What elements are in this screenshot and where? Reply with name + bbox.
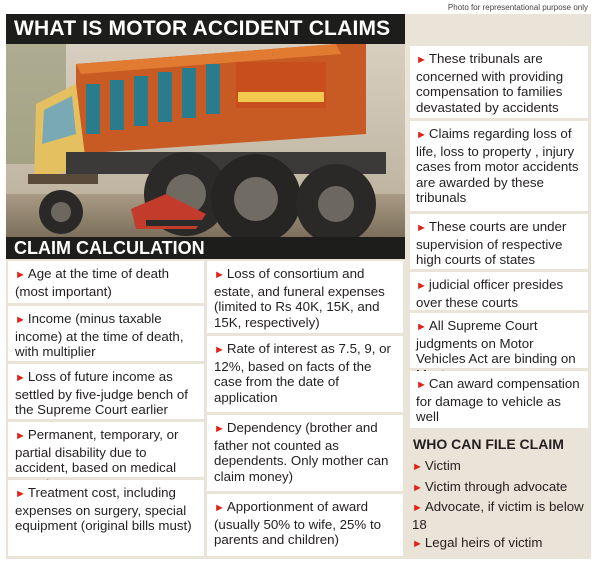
bullet-arrow-icon: ► bbox=[214, 344, 225, 356]
tribunal-fact-text: Can award compensation for damage to vehicle as well bbox=[416, 376, 580, 424]
list-item-text: Legal heirs of victim bbox=[424, 535, 543, 550]
claim-factor-text: Loss of consortium and estate, and funeral expenses (limited to Rs 40K, 15K, and 15K, respectively) bbox=[214, 266, 385, 330]
bullet-arrow-icon: ► bbox=[214, 269, 225, 281]
claim-factor-text: Permanent, temporary, or partial disability due to accident, based on medical bbox=[15, 427, 179, 475]
claim-factor-text: Apportionment of award (usually 50% to wife, 25% to parents and children) bbox=[214, 499, 382, 547]
bullet-arrow-icon: ► bbox=[15, 488, 26, 500]
claim-factor-text: Treatment cost, including expenses on surgery, special equipment (original bills must) bbox=[15, 485, 192, 533]
claim-calculation-heading: CLAIM CALCULATION bbox=[6, 237, 405, 259]
list-item bbox=[412, 499, 588, 532]
tribunal-fact-text: Claims regarding loss of life, loss to property , injury cases from motor accidents are awarded by these tribunals bbox=[416, 126, 579, 205]
tribunal-fact-text: These tribunals are concerned with providing compensation to families devastated by accidents bbox=[416, 51, 564, 115]
bullet-arrow-icon: ► bbox=[214, 502, 225, 514]
bullet-arrow-icon: ► bbox=[416, 129, 427, 141]
bullet-arrow-icon: ► bbox=[416, 222, 427, 234]
claim-factor-text: Rate of interest as 7.5, 9, or 12%, based on facts of the case from the date of application bbox=[214, 341, 391, 405]
tribunal-fact bbox=[410, 46, 588, 118]
bullet-arrow-icon: ► bbox=[416, 321, 427, 333]
claim-factor-interest bbox=[207, 336, 403, 412]
bullet-arrow-icon: ► bbox=[15, 372, 26, 384]
page-title: WHAT IS MOTOR ACCIDENT CLAIMS bbox=[6, 14, 405, 44]
bullet-arrow-icon: ► bbox=[416, 379, 427, 391]
bullet-arrow-icon: ► bbox=[412, 502, 423, 514]
list-item bbox=[412, 535, 588, 553]
bullet-arrow-icon: ► bbox=[15, 430, 26, 442]
bullet-arrow-icon: ► bbox=[416, 54, 427, 66]
list-item-text: Victim through advocate bbox=[424, 478, 568, 494]
tribunal-fact bbox=[410, 313, 588, 368]
claim-factor-text: Age at the time of death (most important) bbox=[15, 266, 170, 299]
bullet-arrow-icon: ► bbox=[412, 481, 423, 494]
claim-factor-treatment bbox=[8, 480, 204, 556]
list-item bbox=[412, 479, 588, 497]
truck-accident-photo bbox=[6, 44, 405, 237]
tribunal-fact-text: These courts are under supervision of respective high courts of states bbox=[416, 219, 567, 267]
bullet-arrow-icon: ► bbox=[412, 538, 423, 550]
claim-factor-income bbox=[8, 306, 204, 361]
list-item-text: Advocate, if victim is below 18 bbox=[412, 499, 584, 532]
claim-factor-text: Income (minus taxable income) at the time of death, with multiplier bbox=[15, 311, 184, 359]
claim-factor-apportionment bbox=[207, 494, 403, 556]
claim-factor-dependency bbox=[207, 415, 403, 491]
bullet-arrow-icon: ► bbox=[15, 269, 26, 281]
tribunal-fact-text: judicial officer presides over these courts bbox=[416, 277, 564, 310]
who-can-file-list bbox=[412, 458, 588, 556]
bullet-arrow-icon: ► bbox=[416, 280, 427, 292]
bullet-arrow-icon: ► bbox=[412, 461, 423, 473]
claim-factor-text: Loss of future income as settled by five-judge bench of the Supreme Court earlier bbox=[15, 369, 188, 417]
list-item-text: Victim bbox=[424, 458, 461, 473]
claim-factor-age bbox=[8, 261, 204, 303]
tribunal-fact bbox=[410, 214, 588, 269]
claim-factor-consortium bbox=[207, 261, 403, 333]
who-can-file-heading: WHO CAN FILE CLAIM bbox=[413, 436, 564, 452]
tribunal-fact bbox=[410, 272, 588, 310]
tribunal-fact bbox=[410, 371, 588, 428]
tribunal-fact-text: All Supreme Court judgments on Motor Vehicles Act are binding on bbox=[416, 318, 576, 366]
claim-factor-text: Dependency (brother and father not counted as dependents. Only mother can claim money) bbox=[214, 420, 389, 484]
bullet-arrow-icon: ► bbox=[15, 314, 26, 326]
tribunal-fact bbox=[410, 121, 588, 211]
list-item bbox=[412, 458, 588, 476]
claim-factor-disability bbox=[8, 422, 204, 477]
claim-factor-future-income bbox=[8, 364, 204, 419]
photo-credit: Photo for representational purpose only bbox=[447, 3, 588, 12]
bullet-arrow-icon: ► bbox=[214, 423, 225, 435]
